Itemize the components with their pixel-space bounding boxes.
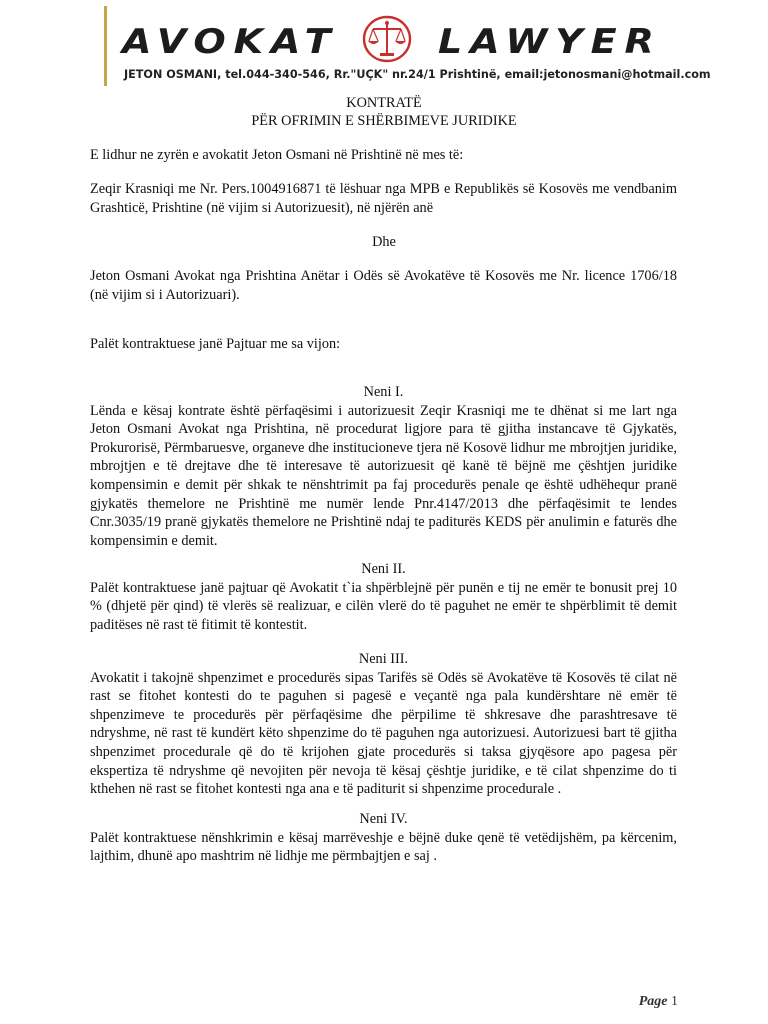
scales-of-justice-icon — [361, 14, 413, 64]
article-4 — [90, 810, 677, 866]
article-2 — [90, 560, 677, 634]
letterhead-word-lawyer: LAWYER — [438, 22, 662, 62]
letterhead-word-avokat: AVOKAT — [122, 22, 339, 62]
agreement-paragraph: Palët kontraktuese janë Pajtuar me sa vijon: — [90, 336, 341, 352]
letterhead-contact: JETON OSMANI, tel.044-340-546, Rr."UÇK" nr.24/1 Prishtinë, email:jetonosmani@hotmail.com — [124, 68, 711, 81]
article-3 — [90, 650, 677, 799]
article-body: Palët kontraktuese nënshkrimin e kësaj marrëveshje e bëjnë duke qenë të vetëdijshëm, pa kërcenim, lajthim, dhunë apo mashtrim në lidhje me përmbajtjen e saj . — [90, 829, 677, 865]
article-body: Avokatit i takojnë shpenzimet e procedurës sipas Tarifës së Odës së Avokatëve të Kosovës të cilat në rast se fitohet kontesti do te paguhen si pagesë e veçantë nga pala kundërshtare në emër të shpenzimeve te procedurës për përfaqësime dhe përpilime të shkresave dhe parashtresave të ndryshme, në rast të kundërt këto shpenzime do të paguhen nga autorizuesi. Autorizuesi bart të gjitha shpenzimet procedurale që do të krijohen gjate procedurës si taksa gjyqësore apo pagesa për ekspertiza të ndryshme që nevojiten për nevoja të kësaj çështje juridike, e të cilat shpenzime do ti kthehen në rast se fitohet kontesti nga ana e të paditurit si shpenzime procedurale . — [90, 669, 677, 798]
article-body: Lënda e kësaj kontrate është përfaqësimi i autorizuesit Zeqir Krasniqi me te dhënat si me lart nga Jeton Osmani Avokat nga Prishtina, në procedurat ligjore para të gjitha instancave të Gjykatës, Prokurorisë, Përmbaruesve, organeve dhe institucioneve tjera në Kosovë lidhur me mbrojtjen juridike, mbrojtjen e të drejtave dhe të interesave të autorizuesit që kanë të bëjnë me çështjen juridike kompensimin e demit për shkak te nënshtrimit pa faj procedurës penale qe është udhëhequr pranë gjykatës themelore ne Prishtinë me numër lende Pnr.4147/2013 dhe përfaqësimit te lendes Cnr.3035/19 pranë gjykatës themelore ne Prishtinë ndaj te paditurës KEDS për anulimin e faturës dhe kompensimin e demit. — [90, 402, 677, 549]
article-title: Neni II. — [361, 561, 406, 577]
article-body: Palët kontraktuese janë pajtuar që Avokatit t`ia shpërblejnë për punën e tij ne emër te bonusit prej 10 % (dhjetë për qind) të vlerës së realizuar, e cilën vlerë do të paguhet ne emër te shpërblimit të demit paditëses në rast të fitimit të kontestit. — [90, 579, 677, 633]
letterhead — [104, 6, 711, 86]
party2-paragraph: Jeton Osmani Avokat nga Prishtina Anëtar i Odës së Avokatëve të Kosovës me Nr. licence 1706/18 (në vijim si i Autorizuari). — [90, 268, 677, 303]
title-line-1: KONTRATË — [346, 95, 422, 111]
article-1 — [90, 383, 677, 550]
party1-paragraph: Zeqir Krasniqi me Nr. Pers.1004916871 të lëshuar nga MPB e Republikës së Kosovës me vendbanim Grashticë, Prishtine (në vijim si Autorizuesit), në njërën anë — [90, 181, 677, 216]
article-title: Neni IV. — [359, 811, 408, 827]
article-title: Neni III. — [358, 651, 409, 667]
page-number: 1 — [671, 994, 678, 1009]
page-footer — [639, 994, 678, 1010]
and-separator: Dhe — [372, 234, 396, 250]
article-title: Neni I. — [363, 384, 404, 400]
title-line-2: PËR OFRIMIN E SHËRBIMEVE JURIDIKE — [251, 113, 517, 129]
letterhead-accent-bar — [104, 6, 107, 86]
intro-paragraph: E lidhur ne zyrën e avokatit Jeton Osmani në Prishtinë në mes të: — [90, 147, 464, 163]
page-label: Page — [638, 994, 668, 1009]
